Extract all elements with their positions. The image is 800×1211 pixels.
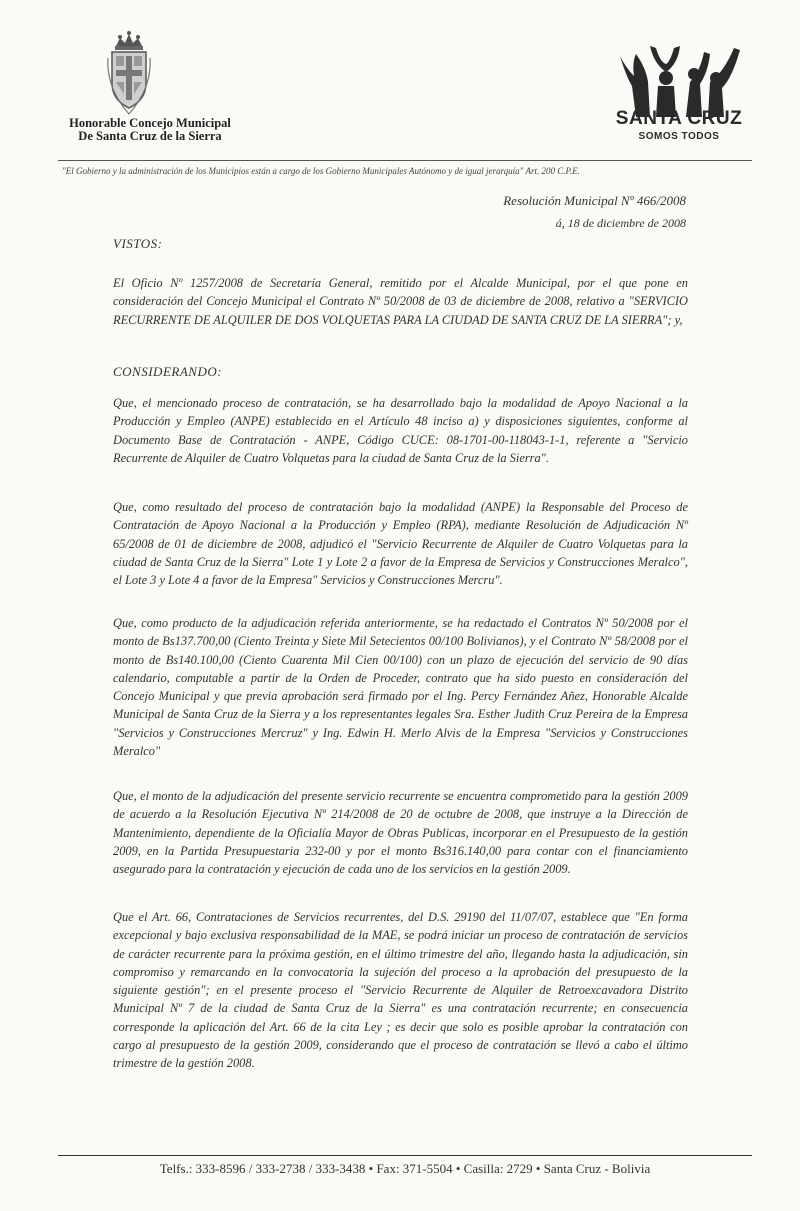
considerando-heading: CONSIDERANDO:	[113, 364, 223, 379]
paragraph-considerando-3: Que, como producto de la adjudicación referida anteriormente, se ha redactado el Contratos Nº 50/2008 por el monto de Bs137.700,00 (Ciento Treinta y Siete Mil Setecientos 00/100 Bolivianos), y el Contrato Nº 58/2008 por el monto de Bs140.100,00 (Ciento Cuarenta Mil Cien 00/100) con un plazo de ejecución del servicio de 90 días calendario, computable a partir de la Orden de Proceder, contrato que ha sido puesto en consideración del Concejo Municipal y que previa aprobación será firmado por el Ing. Percy Fernández Añez, Honorable Alcalde Municipal de Santa Cruz de la Sierra y a los representantes legales Sra. Esther Judith Cruz Pereira de la Empresa "Servicios y Construcciones Mercruz" y Ing. Edwin H. Merlo Alvis de la Empresa "Servicios y Construcciones Meralco"	[113, 616, 688, 759]
footer-divider	[58, 1155, 752, 1156]
municipal-crest-icon	[104, 28, 154, 120]
paragraph-vistos: El Oficio Nº 1257/2008 de Secretaría General, remitido por el Alcalde Municipal, por el que pone en consideración del Concejo Municipal el Contrato Nº 50/2008 de 03 de diciembre de 2008, relativo a "SERVICIO RECURRENTE DE ALQUILER DE DOS VOLQUETAS PARA LA CIUDAD DE SANTA CRUZ DE LA SIERRA"; y,	[113, 276, 688, 327]
org-name-line2: De Santa Cruz de la Sierra	[78, 129, 222, 143]
vistos-heading: VISTOS:	[113, 236, 163, 251]
org-name-line1: Honorable Concejo Municipal	[69, 116, 231, 130]
people-figures-icon	[606, 42, 748, 117]
organization-name	[40, 117, 260, 143]
header-divider	[58, 160, 752, 161]
constitution-quote: "El Gobierno y la administración de los Municipios están a cargo de los Gobierno Municipales Autónomo y de igual jerarquía" Art. 200 C.P.E.	[62, 166, 580, 176]
resolution-date: á, 18 de diciembre de 2008	[555, 216, 686, 230]
footer-contact: Telfs.: 333-8596 / 333-2738 / 333-3438 • Fax: 371-5504 • Casilla: 2729 • Santa Cruz - Bolivia	[159, 1161, 651, 1176]
paragraph-considerando-1: Que, el mencionado proceso de contratación, se ha desarrollado bajo la modalidad de Apoyo Nacional a la Producción y Empleo (ANPE) establecido en el Artículo 48 inciso a) y disposiciones siguientes, conforme al Documento Base de Contratación - ANPE, Código CUCE: 08-1701-00-118043-1-1, referente a "Servicio Recurrente de Alquiler de Cuatro Volquetas para la ciudad de Santa Cruz de la Sierra".	[113, 396, 688, 465]
logo-title: SANTA CRUZ	[615, 108, 743, 129]
paragraph-considerando-4: Que, el monto de la adjudicación del presente servicio recurrente se encuentra comprometido para la gestión 2009 de acuerdo a la Resolución Ejecutiva Nº 214/2008 de 20 de octubre de 2008, que instruye a la Dirección de Mantenimiento, dependiente de la Oficialía Mayor de Obras Publicas, incorporar en el Presupuesto de la gestión 2009, en la Partida Presupuestaria 232-00 y por el monto Bs316.140,00 para contar con el financiamiento asegurado para la contratación y ejecución de cada uno de los servicios en la gestión 2009.	[113, 789, 688, 877]
paragraph-considerando-2: Que, como resultado del proceso de contratación bajo la modalidad (ANPE) la Responsable del Proceso de Contratación de Apoyo Nacional a la Producción y Empleo (RPA), mediante Resolución de Adjudicación Nº 65/2008 de 01 de diciembre de 2008, adjudicó el "Servicio Recurrente de Alquiler de Cuatro Volquetas para la ciudad de Santa Cruz de la Sierra" Lote 1 y Lote 2 a favor de la Empresa de Servicios y Construcciones Meralco", el Lote 3 y Lote 4 a favor de la Empresa" Servicios y Construcciones Mercru".	[113, 500, 688, 588]
santa-cruz-logo	[606, 42, 748, 152]
logo-subtitle: SOMOS TODOS	[638, 131, 720, 142]
resolution-number: Resolución Municipal Nº 466/2008	[503, 193, 686, 208]
paragraph-considerando-5: Que el Art. 66, Contrataciones de Servicios recurrentes, del D.S. 29190 del 11/07/07, establece que "En forma excepcional y bajo exclusiva responsabilidad de la MAE, se podrá iniciar un proceso de contratación de servicios de carácter recurrente para la próxima gestión, en el último trimestre del año, llegando hasta la adjudicación, sin compromiso y remarcando en la convocatoria la sujeción del proceso a la aprobación del presupuesto de la siguiente gestión"; en el presente proceso el "Servicio Recurrente de Alquiler de Retroexcavadora Distrito Municipal Nº 7 de la ciudad de Santa Cruz de la Sierra" es una contratación recurrente; en consecuencia corresponde la aplicación del Art. 66 de la cita Ley ; es decir que solo es posible aprobar la contratación con cargo al presupuesto de la gestión 2009, considerando que el proceso de contratación se llevó a cabo el último trimestre de la gestión 2008.	[113, 910, 688, 1071]
